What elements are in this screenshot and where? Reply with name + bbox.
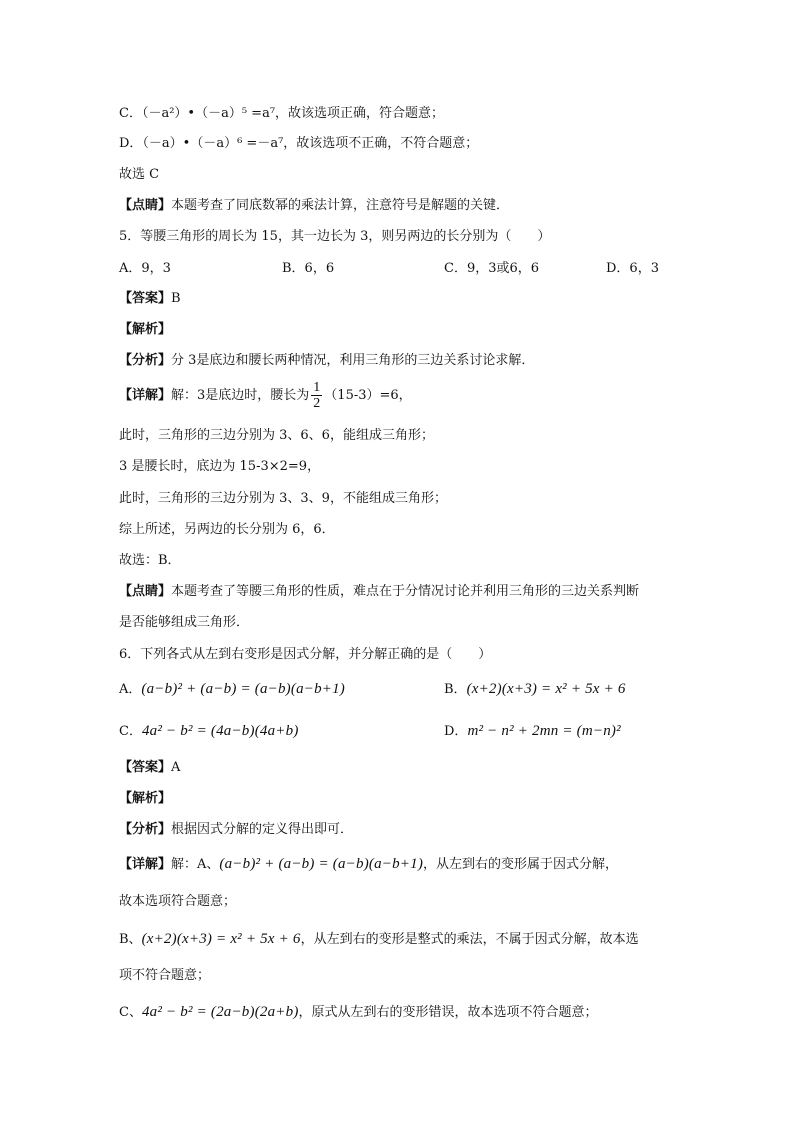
prev-option-c: C．（－a²）•（－a）⁵ =a⁷，故该选项正确，符合题意； bbox=[119, 106, 445, 121]
q6-answer-line bbox=[119, 759, 180, 777]
q6-option-c bbox=[119, 722, 299, 741]
fraction-one-half bbox=[311, 380, 322, 411]
q5-fenxi-line bbox=[119, 352, 534, 370]
fenxi-text: 分 3是底边和腰长两种情况，利用三角形的三边关系讨论求解． bbox=[171, 353, 535, 368]
xiangjie-tag: 【详解】 bbox=[119, 857, 172, 872]
q5-xiangjie-line bbox=[119, 380, 412, 411]
fenxi-tag: 【分析】 bbox=[119, 822, 172, 837]
dianjing-tag: 【点睛】 bbox=[119, 198, 172, 213]
xiangjie-tag: 【详解】 bbox=[119, 388, 172, 403]
q5-detail-line-5: 综上所述，另两边的长分别为 6，6． bbox=[119, 522, 335, 537]
option-formula: (a−b)² + (a−b) = (a−b)(a−b+1) bbox=[141, 681, 346, 697]
q5-detail-line-2: 此时，三角形的三边分别为 3、6、6，能组成三角形； bbox=[119, 428, 434, 443]
xiangjie-text-tail: （15-3）=6， bbox=[324, 388, 412, 403]
dianjing-text: 本题考查了等腰三角形的性质，难点在于分情况讨论并利用三角形的三边关系判断 bbox=[171, 584, 640, 599]
dianjing-line-q4 bbox=[119, 197, 509, 215]
fraction-denominator: 2 bbox=[313, 396, 321, 411]
choose-c-line: 故选 C bbox=[119, 167, 160, 182]
option-label: D． bbox=[444, 724, 468, 739]
fenxi-text: 根据因式分解的定义得出即可． bbox=[171, 822, 354, 837]
q5-detail-line-6: 故选：B． bbox=[119, 553, 181, 568]
q6-xiangjie-line bbox=[119, 855, 618, 874]
option-formula: (x+2)(x+3) = x² + 5x + 6 bbox=[466, 681, 626, 697]
answer-tag: 【答案】 bbox=[119, 760, 172, 775]
q5-option-b: B．6，6 bbox=[282, 261, 335, 276]
fraction-numerator: 1 bbox=[313, 380, 321, 395]
q5-option-c: C．9，3或6，6 bbox=[444, 261, 540, 276]
detail-text: ，原式从左到右的变形错误，故本选项不符合题意； bbox=[298, 1005, 598, 1020]
detail-formula: (x+2)(x+3) = x² + 5x + 6 bbox=[141, 931, 301, 947]
q6-option-b bbox=[444, 680, 626, 699]
xiangjie-text: 解：3是底边时，腰长为 bbox=[171, 388, 310, 403]
detail-text: ，从左到右的变形是整式的乘法，不属于因式分解，故本选 bbox=[300, 932, 639, 947]
q5-detail-line-3: 3 是腰长时，底边为 15-3×2=9， bbox=[119, 459, 321, 474]
q6-option-a bbox=[119, 680, 345, 699]
option-label: C． bbox=[119, 724, 142, 739]
q6-jiexi-heading: 【解析】 bbox=[119, 791, 172, 806]
answer-value: A bbox=[171, 760, 181, 775]
q6-option-d bbox=[444, 722, 621, 741]
xiangjie-text: 解：A、 bbox=[171, 857, 220, 872]
q6-detail-a-2: 故本选项符合题意； bbox=[119, 894, 237, 909]
q5-dianjing-line bbox=[119, 583, 639, 601]
q5-option-d: D．6，3 bbox=[606, 261, 659, 276]
option-formula: m² − n² + 2mn = (m−n)² bbox=[467, 723, 621, 739]
q5-detail-line-4: 此时，三角形的三边分别为 3、3、9，不能组成三角形； bbox=[119, 491, 447, 506]
option-label: A． bbox=[119, 682, 142, 697]
xiangjie-text-tail: ，从左到右的变形属于因式分解， bbox=[423, 857, 619, 872]
answer-tag: 【答案】 bbox=[119, 291, 172, 306]
option-formula: 4a² − b² = (4a−b)(4a+b) bbox=[141, 723, 299, 739]
question-5-stem: 5．等腰三角形的周长为 15，其一边长为 3，则另两边的长分别为（ ） bbox=[119, 229, 551, 244]
xiangjie-formula: (a−b)² + (a−b) = (a−b)(a−b+1) bbox=[219, 856, 424, 872]
q5-option-a: A．9，3 bbox=[119, 261, 171, 276]
dianjing-text: 本题考查了同底数幂的乘法计算，注意符号是解题的关键． bbox=[171, 198, 510, 213]
q6-fenxi-line bbox=[119, 821, 353, 839]
option-label: B． bbox=[444, 682, 467, 697]
dianjing-tag: 【点睛】 bbox=[119, 584, 172, 599]
detail-prefix: B、 bbox=[119, 932, 142, 947]
fenxi-tag: 【分析】 bbox=[119, 353, 172, 368]
prev-option-d: D．（－a）•（－a）⁶ =－a⁷，故该选项不正确，不符合题意； bbox=[119, 136, 479, 151]
detail-prefix: C、 bbox=[119, 1005, 142, 1020]
detail-formula: 4a² − b² = (2a−b)(2a+b) bbox=[141, 1004, 299, 1020]
q5-dianjing-line-2: 是否能够组成三角形． bbox=[119, 615, 250, 630]
q6-detail-c bbox=[119, 1003, 598, 1022]
question-6-stem: 6．下列各式从左到右变形是因式分解，并分解正确的是（ ） bbox=[119, 647, 492, 662]
q5-jiexi-heading: 【解析】 bbox=[119, 322, 172, 337]
q6-detail-b bbox=[119, 930, 639, 949]
answer-value: B bbox=[171, 291, 181, 306]
q6-detail-b-2: 项不符合题意； bbox=[119, 968, 211, 983]
q5-answer-line bbox=[119, 290, 181, 308]
